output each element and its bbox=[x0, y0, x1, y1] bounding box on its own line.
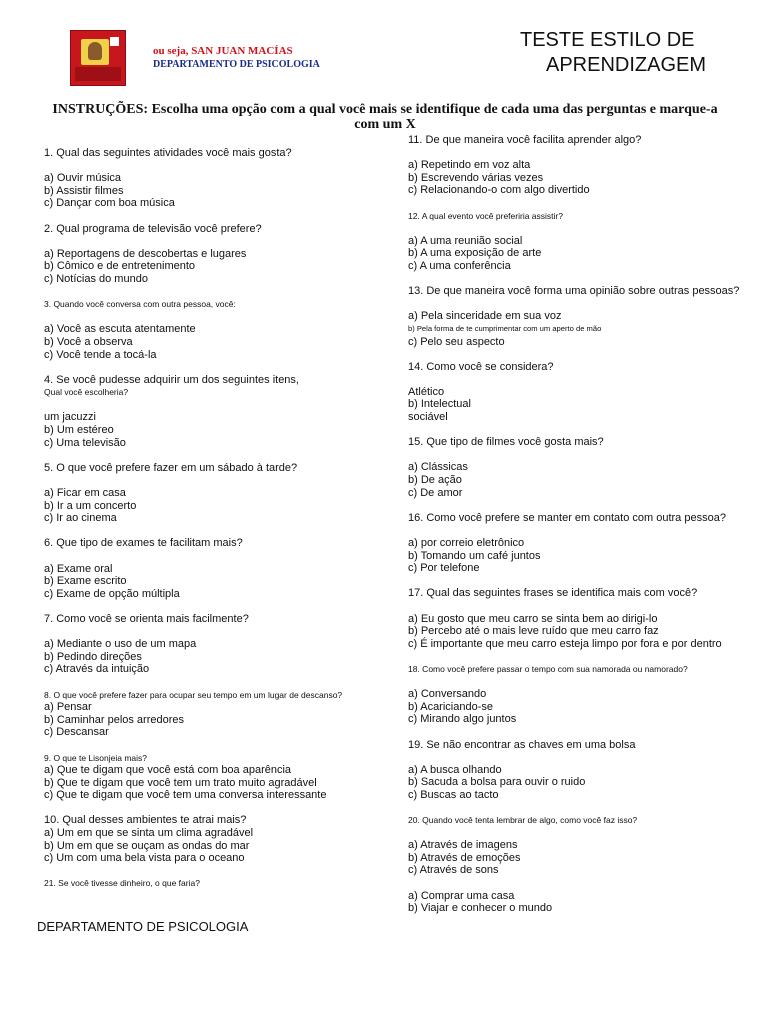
question-text: 17. Qual das seguintes frases se identifica mais com você? bbox=[408, 587, 698, 600]
answer-option[interactable]: c) Você tende a tocá-la bbox=[44, 348, 157, 361]
answer-option[interactable]: b) Um estéreo bbox=[44, 424, 114, 437]
answer-option[interactable]: a) por correio eletrônico bbox=[408, 537, 525, 549]
question-block bbox=[44, 223, 394, 299]
answer-option[interactable]: b) Viajar e conhecer o mundo bbox=[408, 902, 553, 915]
question-text: 19. Se não encontrar as chaves em uma bolsa bbox=[408, 738, 636, 751]
answer-option[interactable]: b) Que te digam que você tem um trato muito agradável bbox=[44, 776, 317, 789]
school-name: ou seja, SAN JUAN MACÍAS bbox=[153, 45, 293, 57]
question-block bbox=[44, 462, 394, 538]
answer-option[interactable]: c) Que te digam que você tem uma conversa interessante bbox=[44, 789, 327, 802]
questions-right-column bbox=[408, 134, 748, 915]
answer-option[interactable]: b) Sacuda a bolsa para ouvir o ruido bbox=[408, 776, 586, 789]
questions-left-column bbox=[44, 147, 394, 890]
question-block bbox=[408, 285, 748, 361]
question-block bbox=[408, 134, 748, 210]
question-block bbox=[44, 814, 394, 877]
answer-option[interactable]: a) Um em que se sinta um clima agradável bbox=[44, 827, 254, 840]
answer-option[interactable]: a) Comprar uma casa bbox=[408, 889, 515, 902]
question-text: 21. Se você tivesse dinheiro, o que faria? bbox=[44, 878, 200, 889]
answer-option[interactable]: c) Pelo seu aspecto bbox=[408, 335, 505, 348]
answer-option[interactable]: a) Mediante o uso de um mapa bbox=[44, 638, 197, 651]
answer-option[interactable]: c) Descansar bbox=[44, 726, 109, 739]
question-block bbox=[408, 739, 748, 815]
answer-option[interactable]: b) De ação bbox=[408, 474, 462, 487]
question-text: 7. Como você se orienta mais facilmente? bbox=[44, 612, 249, 625]
department-name: DEPARTAMENTO DE PSICOLOGIA bbox=[153, 59, 320, 70]
question-text: 14. Como você se considera? bbox=[408, 360, 554, 373]
question-text: 5. O que você prefere fazer em um sábado à tarde? bbox=[44, 461, 298, 474]
answer-option[interactable]: c) Notícias do mundo bbox=[44, 272, 148, 285]
answer-option[interactable]: a) Através de imagens bbox=[408, 839, 518, 852]
answer-option[interactable]: b) Um em que se ouçam as ondas do mar bbox=[44, 839, 250, 852]
answer-option[interactable]: b) Intelectual bbox=[408, 398, 471, 411]
answer-option[interactable]: c) Relacionando-o com algo divertido bbox=[408, 184, 590, 197]
answer-option[interactable]: c) Um com uma bela vista para o oceano bbox=[44, 852, 245, 865]
answer-option[interactable]: sociável bbox=[408, 411, 448, 424]
question-text: 10. Qual desses ambientes te atrai mais? bbox=[44, 814, 247, 827]
question-text: 4. Se você pudesse adquirir um dos seguintes itens, bbox=[44, 373, 299, 386]
question-block bbox=[44, 298, 394, 374]
question-block bbox=[408, 890, 748, 915]
answer-option[interactable]: b) Ir a um concerto bbox=[44, 499, 137, 512]
answer-option[interactable]: a) Pela sinceridade em sua voz bbox=[408, 310, 562, 323]
instructions: INSTRUÇÕES: Escolha uma opção com a qual você mais se identifique de cada uma das perguntas e marque-a com um X bbox=[52, 102, 718, 132]
answer-option[interactable]: c) Por telefone bbox=[408, 562, 480, 575]
answer-option[interactable]: c) Mirando algo juntos bbox=[408, 713, 517, 726]
footer-department: DEPARTAMENTO DE PSICOLOGIA bbox=[37, 919, 249, 934]
answer-option[interactable]: b) Pela forma de te cumprimentar com um aperto de mão bbox=[408, 323, 602, 333]
answer-option[interactable]: Atlético bbox=[408, 385, 445, 398]
question-text: 13. De que maneira você forma uma opinião sobre outras pessoas? bbox=[408, 285, 740, 298]
answer-option[interactable]: b) Cômico e de entretenimento bbox=[44, 260, 196, 273]
answer-option[interactable]: a) Ouvir música bbox=[44, 172, 122, 185]
page-title-line-2: APRENDIZAGEM bbox=[546, 54, 707, 76]
question-block bbox=[408, 512, 748, 588]
answer-option[interactable]: b) Pedindo direções bbox=[44, 650, 142, 663]
answer-option[interactable]: c) Exame de opção múltipla bbox=[44, 587, 180, 600]
answer-option[interactable]: a) Repetindo em voz alta bbox=[408, 159, 531, 172]
answer-option[interactable]: b) Percebo até o mais leve ruído que meu carro faz bbox=[408, 625, 659, 638]
answer-option[interactable]: a) Que te digam que você está com boa aparência bbox=[44, 764, 292, 777]
answer-option[interactable]: c) Ir ao cinema bbox=[44, 512, 117, 525]
answer-option[interactable]: b) Tomando um café juntos bbox=[408, 549, 541, 562]
question-block bbox=[408, 436, 748, 512]
answer-option[interactable]: b) Você a observa bbox=[44, 335, 133, 348]
answer-option[interactable]: c) De amor bbox=[408, 486, 463, 499]
answer-option[interactable]: b) Escrevendo várias vezes bbox=[408, 171, 544, 184]
question-text: 9. O que te Lisonjeia mais? bbox=[44, 752, 148, 763]
answer-option[interactable]: a) Eu gosto que meu carro se sinta bem ao dirigi-lo bbox=[408, 612, 658, 625]
answer-option[interactable]: a) Clássicas bbox=[408, 461, 468, 474]
question-text: 12. A qual evento você preferiria assistir? bbox=[408, 210, 563, 221]
answer-option[interactable]: um jacuzzi bbox=[44, 411, 96, 424]
answer-option[interactable]: b) Através de emoções bbox=[408, 851, 521, 864]
question-block bbox=[44, 374, 394, 462]
question-block bbox=[44, 689, 394, 752]
answer-option[interactable]: c) É importante que meu carro esteja limpo por fora e por dentro bbox=[408, 637, 722, 650]
answer-option[interactable]: a) Conversando bbox=[408, 688, 487, 701]
question-text: 2. Qual programa de televisão você prefere? bbox=[44, 222, 262, 235]
question-text: 16. Como você prefere se manter em contato com outra pessoa? bbox=[408, 511, 726, 524]
answer-option[interactable]: c) Através de sons bbox=[408, 864, 499, 877]
question-text: 20. Quando você tenta lembrar de algo, como você faz isso? bbox=[408, 815, 638, 826]
answer-option[interactable]: a) A uma reunião social bbox=[408, 234, 523, 247]
school-crest-icon bbox=[70, 30, 126, 86]
answer-option[interactable]: a) Reportagens de descobertas e lugares bbox=[44, 247, 247, 260]
question-block bbox=[44, 613, 394, 689]
answer-option[interactable]: c) A uma conferência bbox=[408, 259, 511, 272]
answer-option[interactable]: a) Pensar bbox=[44, 701, 92, 714]
question-block bbox=[408, 210, 748, 286]
answer-option[interactable]: a) Ficar em casa bbox=[44, 487, 126, 500]
answer-option[interactable]: a) A busca olhando bbox=[408, 763, 502, 776]
question-block bbox=[44, 537, 394, 613]
question-text: 1. Qual das seguintes atividades você mais gosta? bbox=[44, 147, 292, 159]
answer-option[interactable]: b) A uma exposição de arte bbox=[408, 247, 542, 260]
question-text: 18. Como você prefere passar o tempo com sua namorada ou namorado? bbox=[408, 663, 688, 674]
answer-option[interactable]: b) Acariciando-se bbox=[408, 700, 493, 713]
question-text: 8. O que você prefere fazer para ocupar seu tempo em um lugar de descanso? bbox=[44, 689, 343, 700]
answer-option[interactable]: c) Através da intuição bbox=[44, 663, 150, 676]
question-block bbox=[44, 877, 394, 890]
question-text: 6. Que tipo de exames te facilitam mais? bbox=[44, 537, 243, 550]
answer-option[interactable]: b) Assistir filmes bbox=[44, 184, 124, 197]
question-text: 11. De que maneira você facilita aprender algo? bbox=[408, 134, 642, 146]
answer-option[interactable]: b) Caminhar pelos arredores bbox=[44, 713, 185, 726]
page-title-line-1: TESTE ESTILO DE bbox=[520, 29, 695, 51]
question-text: 3. Quando você conversa com outra pessoa, você: bbox=[44, 299, 236, 310]
question-block bbox=[44, 752, 394, 815]
question-block bbox=[408, 361, 748, 437]
answer-option[interactable]: a) Exame oral bbox=[44, 562, 113, 575]
question-block bbox=[408, 663, 748, 739]
answer-option[interactable]: b) Exame escrito bbox=[44, 575, 127, 588]
answer-option[interactable]: c) Buscas ao tacto bbox=[408, 788, 499, 801]
question-block bbox=[408, 814, 748, 890]
question-block bbox=[408, 587, 748, 663]
answer-option[interactable]: a) Você as escuta atentamente bbox=[44, 323, 196, 336]
question-text-continued: Qual você escolheria? bbox=[44, 387, 129, 398]
question-text: 15. Que tipo de filmes você gosta mais? bbox=[408, 436, 604, 449]
answer-option[interactable]: c) Uma televisão bbox=[44, 436, 126, 449]
answer-option[interactable]: c) Dançar com boa música bbox=[44, 197, 175, 210]
question-block bbox=[44, 147, 394, 223]
